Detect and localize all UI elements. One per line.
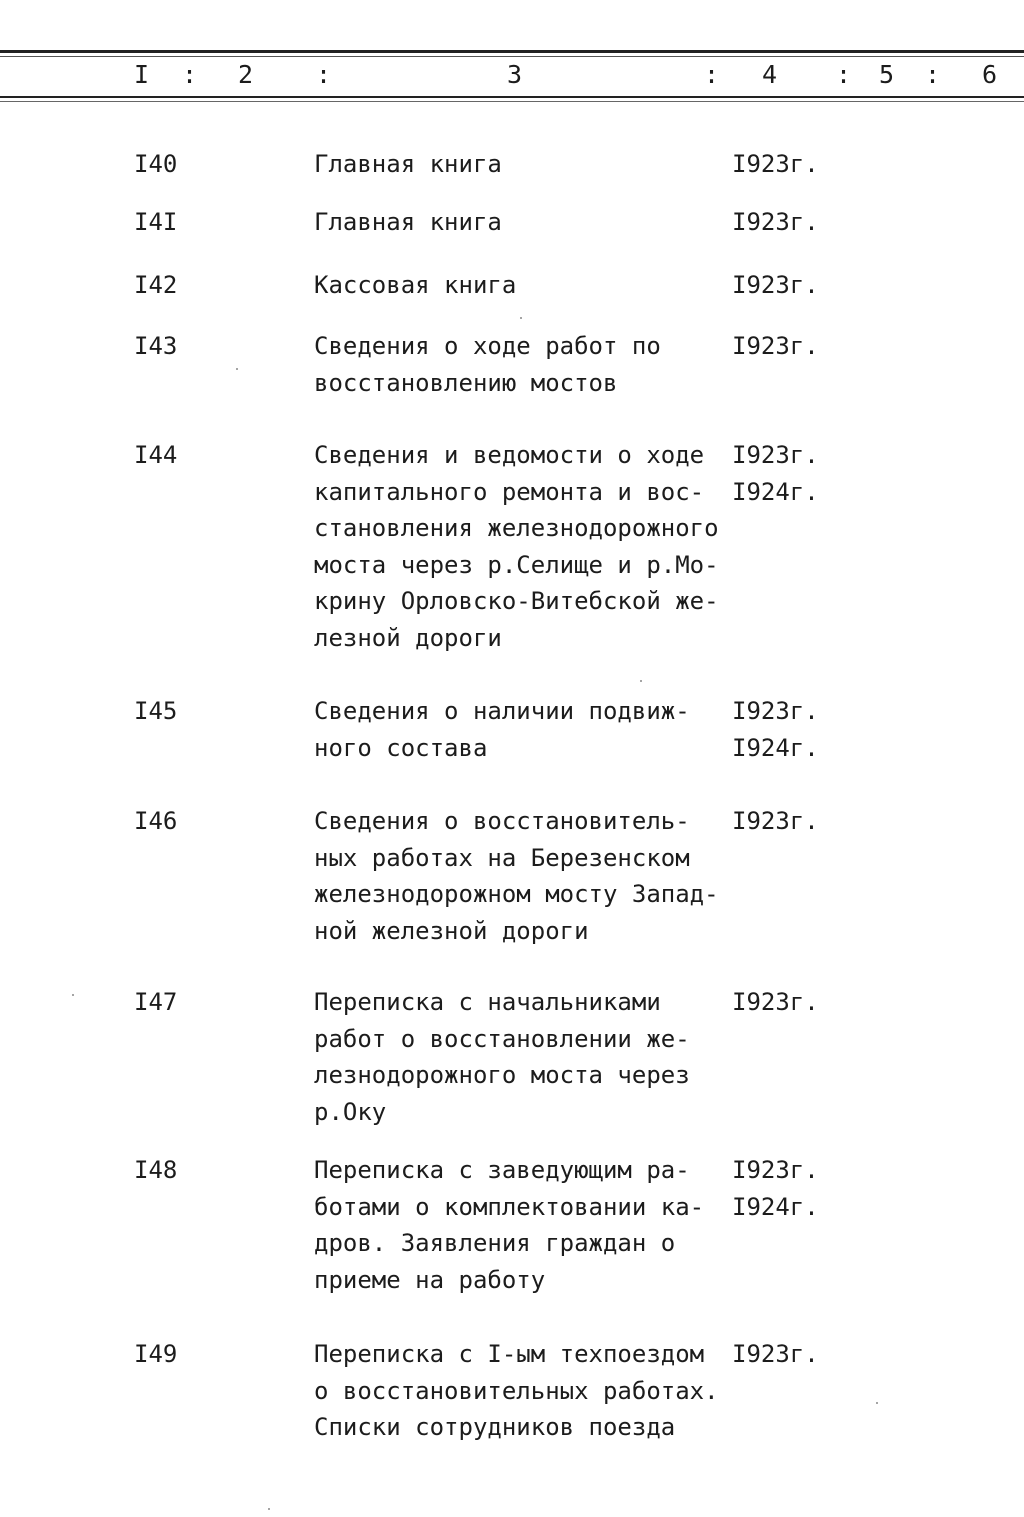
item-title-line: ботами о комплектовании ка- xyxy=(314,1192,705,1221)
item-title-line: приеме на работу xyxy=(314,1265,546,1294)
item-title-line: р.Оку xyxy=(314,1097,387,1126)
item-dates xyxy=(732,984,819,1021)
item-title-line: крину Орловско-Витебской же- xyxy=(314,587,719,615)
item-title xyxy=(314,267,734,304)
scan-speck xyxy=(268,1508,270,1510)
item-date: I923г. xyxy=(732,1340,819,1368)
item-title-line: Главная книга xyxy=(314,150,502,178)
item-dates xyxy=(732,267,819,304)
item-title-line: Главная книга xyxy=(314,208,502,236)
header-rule-top-thin xyxy=(0,56,1024,57)
scan-speck xyxy=(72,994,74,996)
item-date: I923г. xyxy=(732,271,819,299)
item-number: I40 xyxy=(134,150,178,178)
item-date: I923г. xyxy=(732,150,819,178)
item-number: I48 xyxy=(134,1156,178,1184)
column-separator: : xyxy=(925,60,941,89)
item-dates xyxy=(732,1152,819,1225)
item-dates xyxy=(732,328,819,365)
item-title-line: лезнодорожного моста через xyxy=(314,1061,690,1089)
item-title-line: ной железной дороги xyxy=(314,916,589,945)
item-date: I923г. xyxy=(732,697,819,725)
item-dates xyxy=(732,1336,819,1373)
item-title xyxy=(314,803,734,949)
item-title xyxy=(314,328,734,401)
item-date: I923г. xyxy=(732,332,819,360)
column-header-4: 4 xyxy=(762,60,778,89)
item-number: I46 xyxy=(134,807,178,835)
item-title-line: Сведения о ходе работ по xyxy=(314,332,661,360)
item-title-line: ных работах на Березенском xyxy=(314,843,690,872)
item-title xyxy=(314,1152,734,1298)
column-separator: : xyxy=(836,60,852,89)
item-title-line: железнодорожном мосту Запад- xyxy=(314,880,719,908)
item-title xyxy=(314,437,734,656)
item-date: I923г. xyxy=(732,208,819,236)
item-dates xyxy=(732,146,819,183)
item-date: I924г. xyxy=(732,733,819,762)
item-date: I923г. xyxy=(732,807,819,835)
header-rule-bottom-thin xyxy=(0,101,1024,102)
item-date: I923г. xyxy=(732,988,819,1016)
header-rule-top xyxy=(0,50,1024,53)
header-rule-bottom xyxy=(0,96,1024,98)
item-number: I47 xyxy=(134,988,178,1016)
item-dates xyxy=(732,204,819,241)
item-title-line: Сведения и ведомости о ходе xyxy=(314,441,705,469)
column-header-1: I xyxy=(134,60,150,89)
column-header-6: 6 xyxy=(982,60,998,89)
item-date: I923г. xyxy=(732,1156,819,1184)
item-title xyxy=(314,1336,734,1446)
item-number: I4I xyxy=(134,208,178,236)
item-title-line: становления железнодорожного xyxy=(314,514,719,542)
column-separator: : xyxy=(316,60,332,89)
item-title-line: лезной дороги xyxy=(314,623,502,652)
item-title-line: ного состава xyxy=(314,733,488,762)
scan-speck xyxy=(520,317,522,319)
item-title xyxy=(314,693,734,766)
item-date: I924г. xyxy=(732,477,819,506)
item-title-line: о восстановительных работах. xyxy=(314,1376,719,1405)
item-number: I45 xyxy=(134,697,178,725)
item-title xyxy=(314,984,734,1130)
item-title-line: Кассовая книга xyxy=(314,271,517,299)
column-header-3: 3 xyxy=(507,60,523,89)
item-title-line: моста через р.Селище и р.Мо- xyxy=(314,550,719,579)
item-number: I49 xyxy=(134,1340,178,1368)
item-title-line: работ о восстановлении же- xyxy=(314,1024,690,1053)
item-title-line: Списки сотрудников поезда xyxy=(314,1413,676,1441)
item-title-line: капитального ремонта и вос- xyxy=(314,477,705,506)
item-title-line: Переписка с I-ым техпоездом xyxy=(314,1340,705,1368)
item-title-line: восстановлению мостов xyxy=(314,368,618,397)
scan-speck xyxy=(876,1402,878,1404)
item-title-line: Переписка с начальниками xyxy=(314,988,661,1016)
scan-speck xyxy=(640,680,642,682)
scan-speck xyxy=(236,368,238,370)
column-header-2: 2 xyxy=(238,60,254,89)
item-date: I923г. xyxy=(732,441,819,469)
column-header-5: 5 xyxy=(879,60,895,89)
item-number: I44 xyxy=(134,441,178,469)
item-dates xyxy=(732,693,819,766)
item-dates xyxy=(732,803,819,840)
item-number: I43 xyxy=(134,332,178,360)
item-title-line: Переписка с заведующим ра- xyxy=(314,1156,690,1184)
column-separator: : xyxy=(182,60,198,89)
column-separator: : xyxy=(704,60,720,89)
item-title xyxy=(314,146,734,183)
item-title-line: дров. Заявления граждан о xyxy=(314,1229,676,1257)
item-number: I42 xyxy=(134,271,178,299)
item-title-line: Сведения о наличии подвиж- xyxy=(314,697,690,725)
item-dates xyxy=(732,437,819,510)
item-date: I924г. xyxy=(732,1192,819,1221)
item-title-line: Сведения о восстановитель- xyxy=(314,807,690,835)
item-title xyxy=(314,204,734,241)
